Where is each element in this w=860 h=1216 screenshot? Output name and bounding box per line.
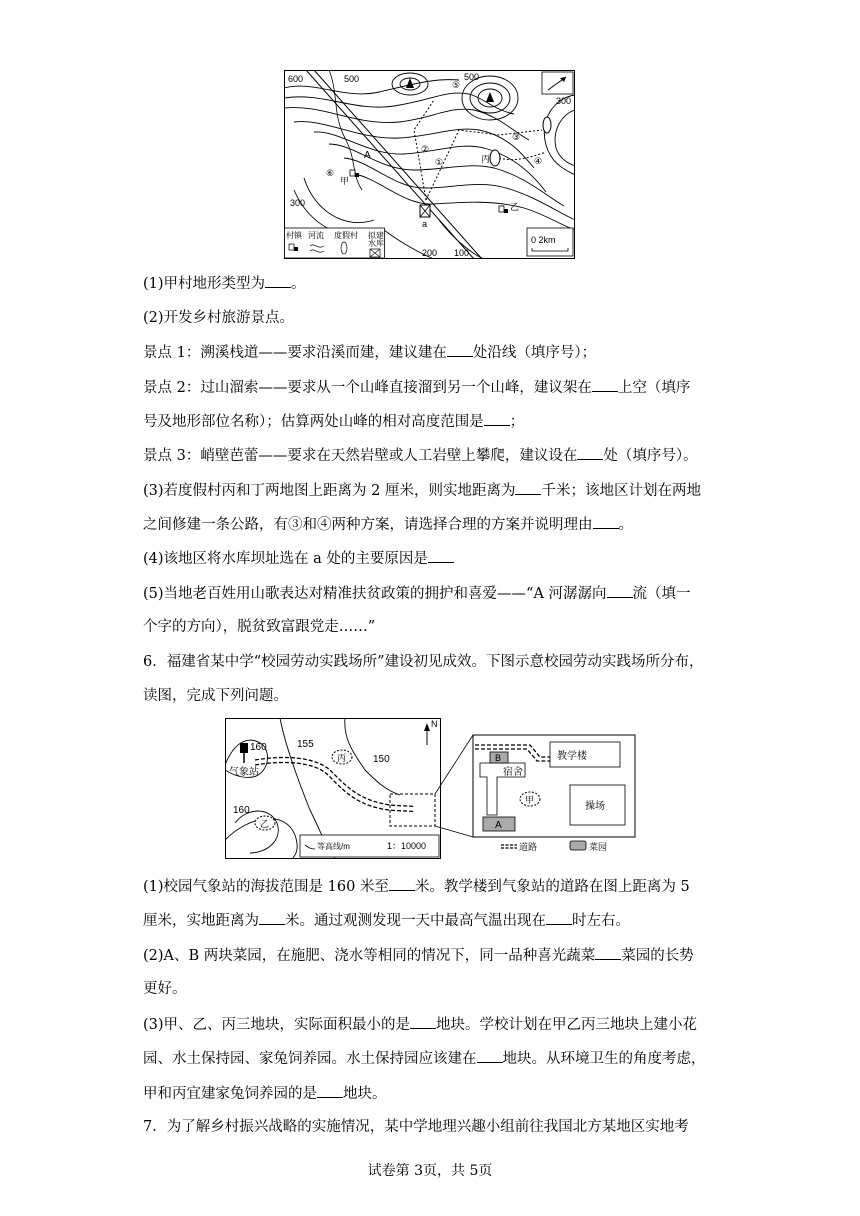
svg-text:0 2km: 0 2km xyxy=(531,235,556,245)
circle-5: ⑤ xyxy=(452,80,461,90)
q5-8: 之间修建一条公路，有③和④两种方案，请选择合理的方案并说明理由 。 xyxy=(143,514,633,535)
map1-legend xyxy=(285,228,385,258)
svg-text:度假村: 度假村 xyxy=(334,231,358,240)
q6-6: 更好。 xyxy=(143,981,187,997)
plot-yi: 乙 xyxy=(260,819,270,829)
blank[interactable] xyxy=(515,480,541,495)
circle-4: ④ xyxy=(534,156,543,166)
blank[interactable] xyxy=(546,910,572,925)
blank[interactable] xyxy=(592,377,618,392)
blank[interactable] xyxy=(593,514,619,529)
q6-2: 读图，完成下列问题。 xyxy=(143,688,288,704)
q6-5: (2)A、B 两块菜园，在施肥、浇水等相同的情况下，同一品种喜光蔬菜 菜园的长势 xyxy=(143,945,694,966)
svg-text:拟建: 拟建 xyxy=(368,231,384,240)
garden-A: A xyxy=(495,820,502,831)
blank[interactable] xyxy=(447,342,473,357)
label-jia: 甲 xyxy=(340,176,350,186)
circle-6: ⑥ xyxy=(326,168,335,178)
page-footer: 试卷第 3页，共 5页 xyxy=(367,1163,493,1179)
blank[interactable] xyxy=(428,548,454,563)
teach-building: 教学楼 xyxy=(557,751,587,762)
map1-scale xyxy=(527,228,573,256)
c150: 150 xyxy=(373,754,390,765)
q6-4: 厘米，实地距离为 米。通过观测发现一天中最高气温出现在 时左右。 xyxy=(143,910,630,931)
circle-3: ③ xyxy=(512,132,521,142)
blank[interactable] xyxy=(484,411,510,426)
contour-500b: 500 xyxy=(464,72,480,82)
north-label: N xyxy=(431,719,438,729)
q6-1: 6．福建省某中学“校园劳动实践场所”建设初见成效。下图示意校园劳动实践场所分布， xyxy=(143,654,704,670)
label-a: a xyxy=(422,219,428,229)
q6-8: 园、水土保持园、家兔饲养园。水土保持园应该建在 地块。从环境卫生的角度考虑， xyxy=(143,1048,706,1069)
legend-garden: 菜园 xyxy=(589,842,608,852)
c160b: 160 xyxy=(233,805,250,816)
q5-11: 个字的方向），脱贫致富跟党走……” xyxy=(143,619,376,635)
garden-B: B xyxy=(495,753,502,763)
dorm: 宿舍 xyxy=(503,767,523,778)
blank[interactable] xyxy=(595,945,621,960)
legend-contour: 等高线/m xyxy=(317,842,350,851)
q5-10: (5)当地老百姓用山歌表达对精准扶贫政策的拥护和喜爱——“A 河潺潺向 流（填一 xyxy=(143,583,691,604)
field: 操场 xyxy=(585,801,605,812)
label-yi: 乙 xyxy=(510,202,520,212)
c155: 155 xyxy=(297,739,314,750)
contour-300b: 300 xyxy=(290,198,306,208)
blank[interactable] xyxy=(265,273,291,288)
school-map-figure xyxy=(225,715,637,861)
blank[interactable] xyxy=(389,876,415,891)
q5-5: 号及地形部位名称）；估算两处山峰的相对高度范围是 ； xyxy=(143,411,524,432)
circle-1: ① xyxy=(435,157,444,167)
q6-7: (3)甲、乙、丙三地块，实际面积最小的是 地块。学校计划在甲乙丙三地块上建小花 xyxy=(143,1014,697,1035)
contour-600: 600 xyxy=(288,74,304,84)
svg-text:水库: 水库 xyxy=(368,239,384,248)
plot-jia: 甲 xyxy=(525,795,535,805)
plot-bing: 丙 xyxy=(337,753,347,763)
c160a: 160 xyxy=(250,742,267,753)
q5-6: 景点 3：峭壁芭蕾——要求在天然岩壁或人工岩壁上攀爬，建议设在 处（填序号）。 xyxy=(143,445,698,466)
q6-9: 甲和丙宜建家兔饲养园的是 地块。 xyxy=(143,1083,387,1104)
label-bing: 丙 xyxy=(481,154,491,164)
blank[interactable] xyxy=(577,445,603,460)
q5-9: (4)该地区将水库坝址选在 a 处的主要原因是 xyxy=(143,548,454,569)
blank[interactable] xyxy=(607,583,633,598)
q7-1: 7．为了解乡村振兴战略的实施情况，某中学地理兴趣小组前往我国北方某地区实地考 xyxy=(143,1119,689,1135)
contour-300a: 300 xyxy=(556,96,572,106)
q5-3: 景点 1：溯溪栈道——要求沿溪而建，建议建在 处沿线（填序号）； xyxy=(143,342,596,363)
blank[interactable] xyxy=(410,1014,436,1029)
blank[interactable] xyxy=(259,910,285,925)
blank[interactable] xyxy=(477,1048,503,1063)
contour-100: 100 xyxy=(454,248,470,258)
contour-map-figure xyxy=(284,70,575,259)
blank[interactable] xyxy=(317,1083,343,1098)
svg-text:河流: 河流 xyxy=(308,231,324,240)
label-A: A xyxy=(364,150,371,161)
station-label: 气象站 xyxy=(229,767,259,778)
legend-road: 道路 xyxy=(519,842,538,852)
map-scale: 1：10000 xyxy=(387,841,427,851)
q5-7: (3)若度假村丙和丁两地图上距离为 2 厘米，则实地距离为 千米；该地区计划在两地 xyxy=(143,480,701,501)
svg-text:村镇: 村镇 xyxy=(286,231,302,240)
q5-2: (2)开发乡村旅游景点。 xyxy=(143,310,295,326)
q5-1: (1)甲村地形类型为 。 xyxy=(143,273,306,294)
q6-3: (1)校园气象站的海拔范围是 160 米至 米。教学楼到气象站的道路在图上距离为 5 xyxy=(143,876,690,897)
contour-500a: 500 xyxy=(344,74,360,84)
contour-200: 200 xyxy=(422,248,438,258)
circle-2: ② xyxy=(421,144,430,154)
q5-4: 景点 2：过山溜索——要求从一个山峰直接溜到另一个山峰，建议架在 上空（填序 xyxy=(143,377,690,398)
